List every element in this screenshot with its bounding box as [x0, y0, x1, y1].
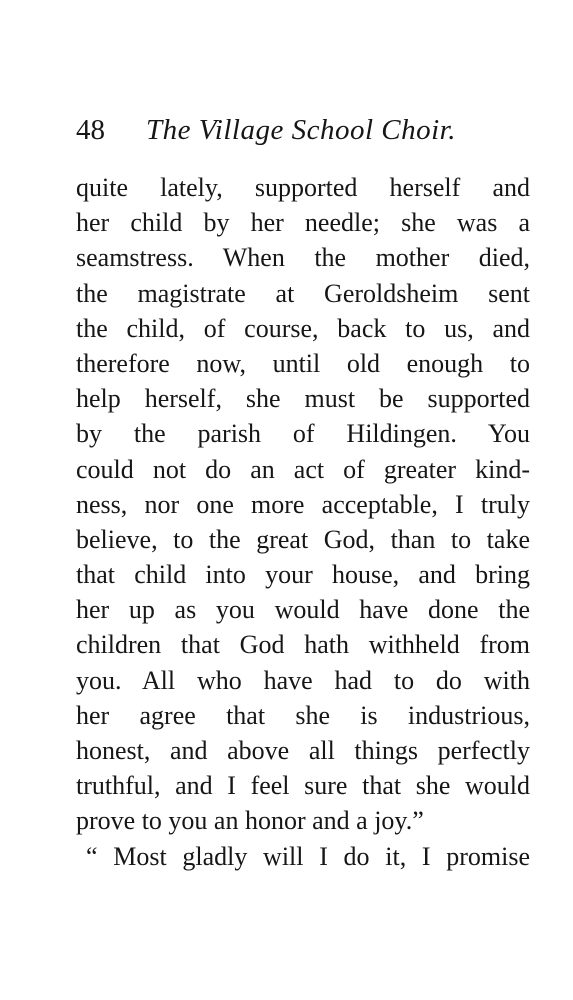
text-line: honest, and above all things perfectly [76, 736, 530, 765]
text-line: help herself, she must be supported [76, 384, 530, 414]
text-line: her child by her needle; she was a [76, 208, 530, 238]
text-line: truthful, and I feel sure that she would [76, 771, 530, 801]
paragraph-end-line: prove to you an honor and a joy.” [76, 806, 424, 836]
text-line: you. All who have had to do with [76, 665, 530, 695]
text-line: the magistrate at Geroldsheim sent [76, 278, 530, 308]
text-line: believe, to the great God, than to take [76, 524, 530, 554]
text-line: seamstress. When the mother died, [76, 243, 530, 273]
text-line: her up as you would have done the [76, 595, 530, 625]
text-line: could not do an act of greater kind- [76, 454, 530, 484]
text-line: the child, of course, back to us, and [76, 313, 530, 343]
body-text [76, 170, 530, 874]
page-header [76, 112, 528, 152]
text-line: that child into your house, and bring [76, 560, 530, 590]
text-line: quite lately, supported herself and [76, 173, 530, 202]
text-line: therefore now, until old enough to [76, 348, 530, 378]
paragraph-start-line: “ Most gladly will I do it, I promise [86, 841, 530, 871]
page-number: 48 [76, 114, 105, 146]
text-line: children that God hath withheld from [76, 630, 530, 660]
text-line: her agree that she is industrious, [76, 700, 530, 730]
running-title: The Village School Choir. [146, 114, 457, 146]
text-line: by the parish of Hildingen. You [76, 419, 530, 449]
text-line: ness, nor one more acceptable, I truly [76, 489, 530, 519]
